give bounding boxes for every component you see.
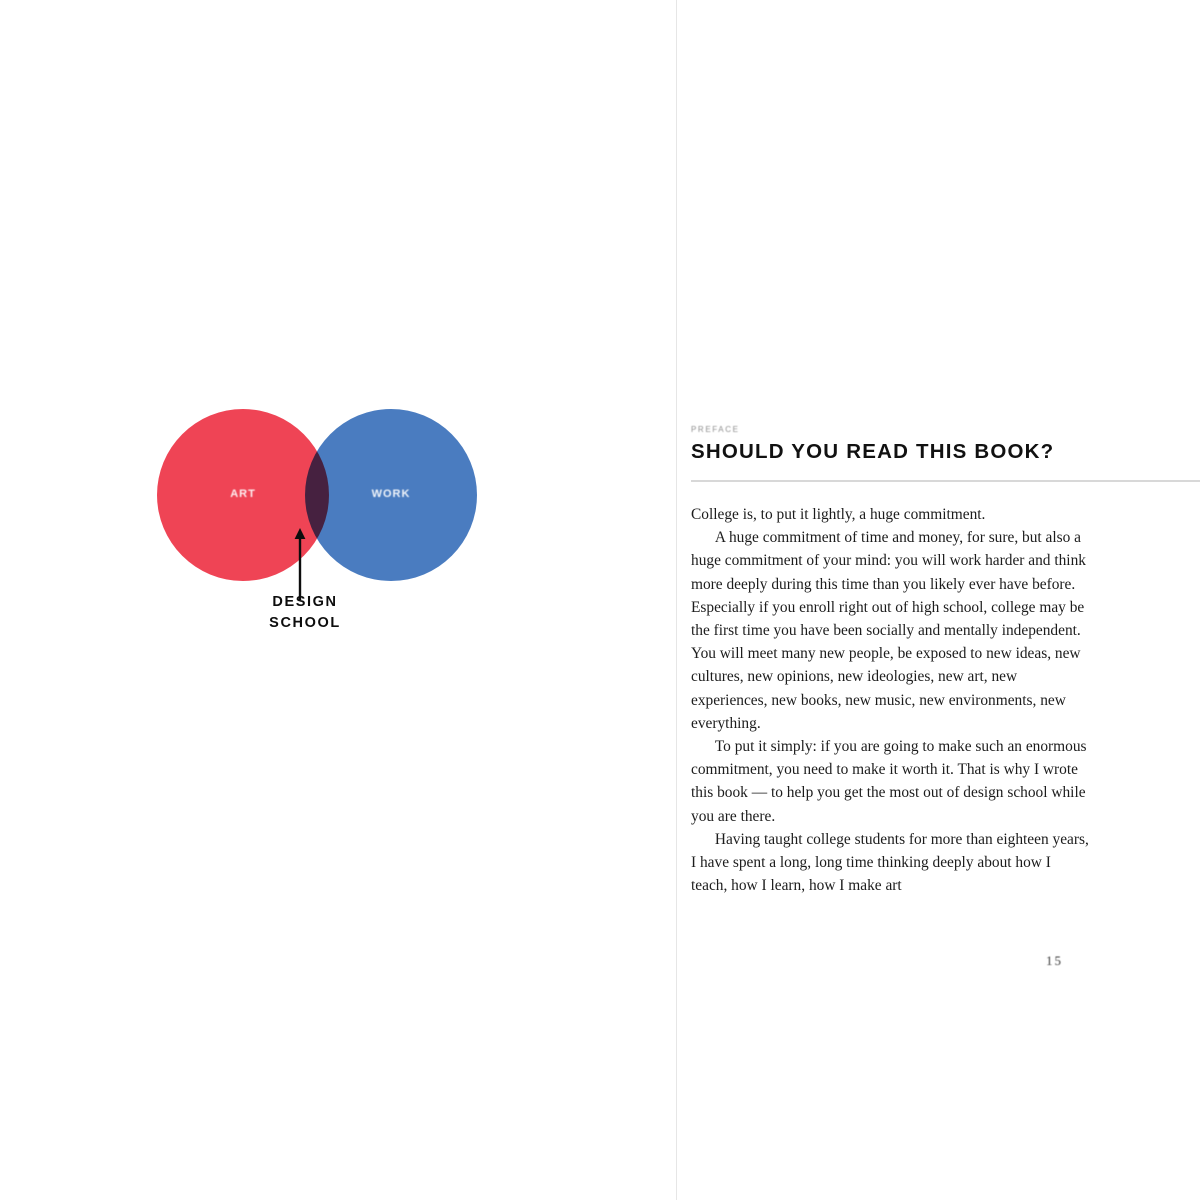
paragraph: College is, to put it lightly, a huge commitment.	[691, 506, 986, 523]
body-text	[691, 503, 1091, 897]
up-arrow-icon	[293, 528, 307, 600]
venn-circle-right	[305, 409, 477, 581]
section-eyebrow: PREFACE	[691, 425, 740, 434]
right-page	[676, 0, 1200, 1200]
page-text-block	[691, 425, 1091, 968]
paragraph: Having taught college students for more than eighteen years, I have spent a long, long time thinking deeply about how I teach, how I learn, how I make art	[691, 830, 1089, 895]
paragraph: To put it simply: if you are going to make such an enormous commitment, you need to make it worth it. That is why I wrote this book — to help you get the most out of design school while you are there.	[691, 738, 1087, 825]
venn-callout-label	[210, 592, 400, 634]
paragraph: A huge commitment of time and money, for sure, but also a huge commitment of your mind: you will work harder and think more deeply during this time than you likely ever have before. Especially if you enroll right out of high school, college may be the first time you have been socially and mentally independent. You will meet many new people, be exposed to new ideas, new cultures, new opinions, new ideologies, new art, new experiences, new books, new music, new environments, new everything.	[691, 529, 1086, 732]
venn-circle-right-label: WORK	[371, 488, 411, 500]
title-divider	[691, 480, 1200, 482]
venn-circle-left-label: ART	[230, 488, 256, 500]
venn-callout-line-2: SCHOOL	[269, 615, 341, 632]
page-number: 15	[1046, 953, 1063, 968]
venn-diagram-figure	[150, 400, 480, 650]
venn-callout-line-1: DESIGN	[272, 594, 338, 610]
page-title: SHOULD YOU READ THIS BOOK?	[691, 440, 1055, 463]
